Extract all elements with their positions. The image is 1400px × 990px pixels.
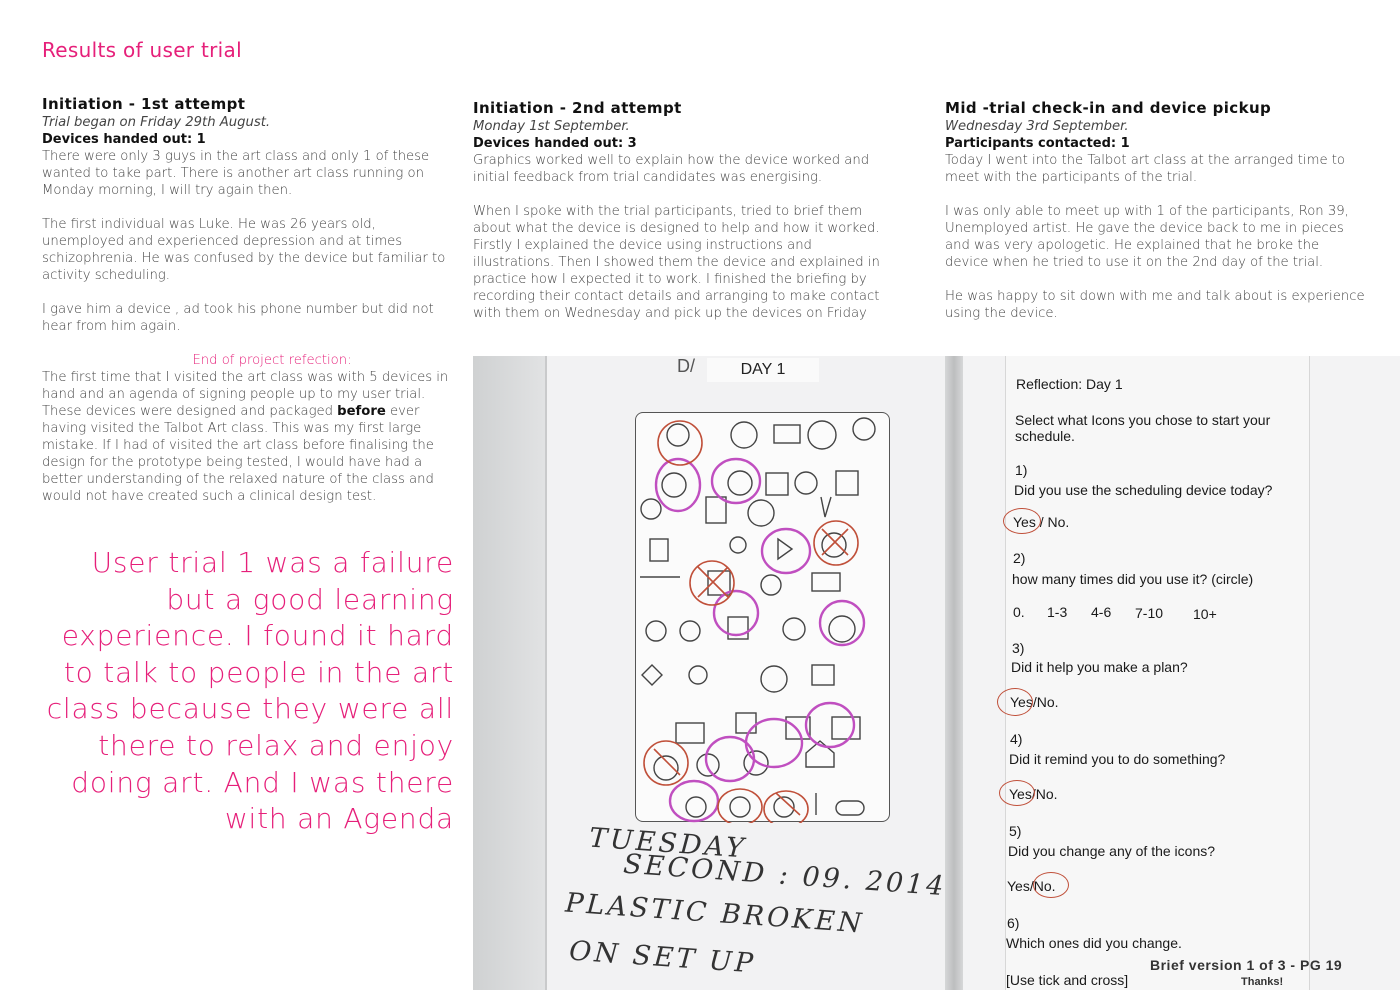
form-intro: Select what Icons you chose to start your schedule.	[1015, 412, 1271, 444]
day-label: DAY 1	[707, 358, 819, 382]
q2-option-0: 0.	[1013, 604, 1025, 620]
q2-text: how many times did you use it? (circle)	[1012, 571, 1254, 587]
q5-circle-mark	[1033, 872, 1069, 898]
q2-option-3: 7-10	[1135, 605, 1164, 621]
q3-circle-mark	[997, 688, 1033, 716]
q6-text: Which ones did you change.	[1006, 935, 1182, 951]
brief-version-label: Brief version 1 of 3 - PG 19	[1150, 957, 1343, 973]
icon-card	[635, 412, 890, 822]
column-initiation-2nd	[473, 100, 883, 339]
reflection-text-1: The first time that I visited the art class was with 5 devices in hand and an agenda of signing people up to my user trial. These devices were designed and packaged	[42, 370, 449, 419]
q5-number: 5)	[1009, 823, 1022, 839]
q1-answer: Yes / No.	[1013, 514, 1070, 530]
q2-option-4: 10+	[1193, 606, 1217, 622]
col3-heading: Mid -trial check-in and device pickup	[945, 99, 1272, 117]
reflection-bold-word: before	[337, 404, 386, 419]
col2-paragraph-1: Graphics worked well to explain how the device worked and initial feedback from trial candidates was energising.	[473, 153, 870, 185]
handwriting-line-3: PLASTIC BROKEN	[564, 887, 866, 940]
col3-paragraph-3: He was happy to sit down with me and talk about is experience using the device.	[945, 289, 1365, 321]
q3-text: Did it help you make a plan?	[1011, 659, 1188, 675]
col3-paragraph-2: I was only able to meet up with 1 of the participants, Ron 39, Unemployed artist. He gave the device back to me in pieces and was very apologetic. He explained that he broke the device when he tried to use it on the 2nd day of the trial.	[945, 204, 1349, 270]
col1-heading: Initiation - 1st attempt	[42, 95, 246, 113]
col3-date: Wednesday 3rd September.	[945, 119, 1129, 134]
col2-paragraph-2: When I spoke with the trial participants, tried to brief them about what the device is designed to help and how it worked. Firstly I explained the device using instructions and illustrations. Then I showed them the device and explained in practice how I expected it to work. I finished the briefing by recording their contact details and arranging to make contact with them on Wednesday and pick up the devices on Friday	[473, 204, 880, 321]
column-initiation-1st	[42, 96, 462, 505]
q2-option-1: 1-3	[1047, 604, 1068, 620]
col3-handed: Participants contacted: 1	[945, 136, 1130, 151]
reflection-paragraph	[42, 369, 462, 505]
q6-number: 6)	[1007, 915, 1020, 931]
q2-number: 2)	[1013, 550, 1026, 566]
col1-paragraph-1: There were only 3 guys in the art class and only 1 of these wanted to take part. There is another art class running on Monday morning, I will try again then.	[42, 149, 430, 198]
pull-quote: User trial 1 was a failure but a good learning experience. I found it hard to talk to people in the art class because they were all there to relax and enjoy doing art. And I was there with an Agenda	[46, 546, 454, 836]
icon-grid-illustration	[636, 413, 891, 823]
col1-paragraph-3: I gave him a device , ad took his phone number but did not hear from him again.	[42, 302, 434, 334]
q3-answer: Yes/No.	[1010, 694, 1059, 710]
page-title: Results of user trial	[42, 38, 242, 62]
col2-handed: Devices handed out: 3	[473, 136, 637, 151]
q2-option-2: 4-6	[1091, 604, 1112, 620]
q3-number: 3)	[1012, 640, 1025, 656]
q5-answer: Yes/No.	[1007, 878, 1056, 894]
q1-number: 1)	[1015, 462, 1028, 478]
col2-date: Monday 1st September.	[473, 119, 630, 134]
col1-handed: Devices handed out: 1	[42, 132, 206, 147]
q5-text: Did you change any of the icons?	[1008, 843, 1216, 859]
q6-hint: [Use tick and cross]	[1006, 972, 1129, 988]
day-scribble: D/	[677, 356, 695, 376]
col3-paragraph-1: Today I went into the Talbot art class at the arranged time to meet with the participants of the trial.	[945, 153, 1345, 185]
handwriting-line-1: TUESDAY	[588, 822, 748, 865]
reflection-text-2: ever having visited the Talbot Art class. This was my first large mistake. If I had of visited the art class before finalising the design for the prototype being tested, I would have had a better understanding of the relaxed nature of the class and would not have created such a clinical design test.	[42, 404, 434, 504]
q1-text: Did you use the scheduling device today?	[1014, 482, 1273, 498]
q1-circle-mark	[1003, 508, 1041, 534]
photo-shadow	[473, 356, 548, 990]
column-mid-trial	[945, 100, 1365, 339]
handwriting-line-2: SECOND : 09. 2014	[622, 848, 948, 903]
q4-circle-mark	[999, 780, 1035, 806]
handwriting-line-4: ON SET UP	[568, 935, 757, 980]
q4-text: Did it remind you to do something?	[1009, 751, 1226, 767]
col1-paragraph-2: The first individual was Luke. He was 26 years old, unemployed and experienced depression and at times schizophrenia. He was confused by the device but familiar to activity scheduling.	[42, 217, 446, 283]
reflection-heading: End of project refection:	[192, 353, 352, 368]
form-title: Reflection: Day 1	[1016, 376, 1123, 392]
thanks-label: Thanks!	[1241, 976, 1284, 988]
booklet-photo	[473, 356, 1400, 990]
col2-heading: Initiation - 2nd attempt	[473, 99, 682, 117]
col1-date: Trial began on Friday 29th August.	[42, 115, 271, 130]
q4-number: 4)	[1010, 731, 1023, 747]
q4-answer: Yes/No.	[1009, 786, 1058, 802]
booklet-spine	[945, 356, 963, 990]
